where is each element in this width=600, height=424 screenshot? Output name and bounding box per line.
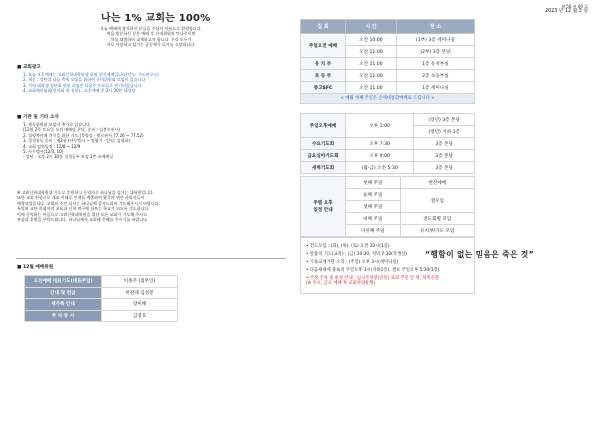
info-line: • 전도모임 : (화), (목), (토) 오전 10시(1층) — [306, 243, 390, 249]
service-name: 초 등 부 — [301, 70, 346, 82]
service-name: 새벽기도회 — [301, 162, 346, 174]
roles-heading: ■ 12월 예배위원 — [17, 264, 53, 270]
prayer-item: 2. 힐링북카페 간식을 위한 기도 (목양실 · 원로권사 77.26 ~ 77.52) — [23, 132, 144, 138]
column-header: 장 소 — [396, 20, 474, 34]
bulletin-left-column — [6, 0, 294, 424]
scripture-quote: “행함이 없는 믿음은 죽은 것” — [425, 250, 535, 259]
news-heading: ■ 교회광고 — [17, 64, 41, 70]
role-value: 장미혜 — [102, 299, 178, 311]
table-row — [301, 138, 475, 150]
prayer-item: 4. 교회 임원일정 : 12/8 ~ 12/9 — [23, 143, 81, 149]
service-place: 2층 초등부실 — [396, 70, 474, 82]
news-list — [23, 72, 278, 94]
service-time: 오후 9:00 — [346, 150, 414, 162]
service-schedule — [300, 0, 475, 424]
prayer-list — [23, 122, 278, 160]
service-place: 3층 본당 — [414, 150, 475, 162]
column-header: 집 회 — [301, 20, 346, 34]
schedule-block-3 — [300, 176, 475, 294]
week-activity: 헌신예배 — [400, 177, 474, 189]
service-time: 오전 11:00 — [346, 82, 397, 94]
table-row — [25, 276, 178, 288]
schedule-block-1 — [300, 19, 475, 104]
table-row — [301, 150, 475, 162]
service-name: 중고SFC — [301, 82, 346, 94]
notice-line: 배출되었습니다. 교회의 주인 되시는 하나님께 감사드리며 기도해주시기 바랍니다. — [17, 200, 160, 206]
schedule-block-2 — [300, 113, 475, 174]
prayer-heading: ■ 기관 및 기타 소식 — [17, 114, 59, 120]
week-label: 셋째 주일 — [346, 201, 401, 213]
publication-info — [545, 4, 588, 15]
service-place: 3층 본당 — [414, 138, 475, 150]
service-name: 주일오전 예배 — [301, 34, 346, 58]
section-divider — [16, 258, 286, 259]
integrated-worship-banner: < 매월 첫째 주일은 온세대통합예배로 드립니다 > — [300, 94, 475, 104]
info-line: • 가톨교제기관 소리 : (주일) 오후 3시(세미나실) — [306, 259, 399, 265]
table-row — [301, 70, 475, 82]
role-label: 오전예배 대표기도(대표주일) — [25, 276, 102, 288]
role-value: 한갈래 김성봉 — [102, 287, 178, 299]
service-name: 수요기도회 — [301, 138, 346, 150]
notice-line: 또한 교회 연합으로 개교 이래로 인재를 배출하여 왔으며 귀한 사역자들이 — [17, 195, 145, 201]
seminary-notice — [17, 190, 287, 222]
prayer-item: (12월 2주 토요일 오전 예배당 본당, 준비 : 김봉숙권사) — [23, 127, 120, 133]
news-item: 1. 오늘 오후예배는 고려신학대학원생 위원 헌신예배입니다(인도: 기도연구소) — [23, 72, 159, 77]
role-value: 김영호 — [102, 310, 178, 322]
intro-line: 서로 사랑하고 섬기는 공동체가 되기를 소망합니다. — [106, 42, 196, 48]
table-row — [301, 114, 475, 126]
role-label: 주 차 봉 사 — [25, 310, 102, 322]
prayer-item: - 장년 : 오후 2시 30분 성경공부 모임 1층 소예배실 — [23, 154, 114, 160]
page-title: 나는 1% 교회는 100% — [101, 13, 211, 24]
service-time: 오전 11:00 — [346, 46, 397, 58]
table-row — [301, 177, 475, 189]
worship-roles-table — [24, 275, 178, 322]
prayer-item: 1. 행사위원회 모임이 추가로 있습니다. — [23, 122, 92, 127]
service-place: (2부) 3층 본당 — [396, 46, 474, 58]
welcome-message — [46, 26, 256, 48]
weekly-info-box — [300, 237, 475, 294]
service-place: (1부) 3층 세미나실 — [396, 34, 474, 46]
publication-date: 2023 년 12 월 3 일 — [545, 9, 588, 15]
info-line: • 말씀의 기도(교육) : (금) 10:30, 저녁 7:30(학생실) — [306, 251, 407, 257]
table-row — [25, 310, 178, 322]
service-time: 오후 7:30 — [346, 138, 414, 150]
weekday-schedule-table — [300, 113, 475, 174]
week-label: 넷째 주일 — [346, 213, 401, 225]
week-label: 둘째 주일 — [346, 189, 401, 201]
service-place: (장년) 3층 본당 — [414, 114, 475, 126]
table-header-row — [301, 20, 475, 34]
service-time: 오후 1:00 — [346, 114, 414, 138]
service-time: 오전 11:00 — [346, 70, 397, 82]
week-label: 다섯째 주일 — [346, 225, 401, 237]
notice-line: 특별히 교단 목회자의 교육과 신학 연구에 힘쓰는 학교가 되도록 기도합니다. — [17, 206, 150, 212]
news-item: 2. 제문 : 성탄절 나눔 축제 모임을 위하여 준비위원회 모임이 있습니다 — [23, 77, 146, 83]
table-row — [301, 58, 475, 70]
role-label: 안내 및 헌금 — [25, 287, 102, 299]
news-item: 3. 저녁 대학생 청년회 연합 모임은 다음주 토요일로 연기되었습니다 — [23, 82, 142, 88]
week-activity: 셀모임 — [400, 189, 474, 213]
column-header: 시 간 — [346, 20, 397, 34]
service-time: 오전 11:00 — [346, 58, 397, 70]
parking-notice-sub: (※ 수요, 금요 예배 후 교회차량운행) — [306, 281, 376, 287]
service-name: 유 치 부 — [301, 58, 346, 70]
role-label: 새가족 안내 — [25, 299, 102, 311]
week-activity: 유치부/기도 모임 — [400, 225, 474, 237]
service-place: 3층 본당 — [414, 162, 475, 174]
service-place: (청년) 지하 1층 — [414, 126, 475, 138]
table-row — [25, 287, 178, 299]
service-name: 금요심야기도회 — [301, 150, 346, 162]
sunday-afternoon-table — [300, 176, 475, 237]
service-name: 주별 오후 일정 안내 — [301, 177, 346, 237]
prayer-item: 3. 성경통독 준비 : 제2권 (사무엘서 ~ 열왕기 · 담임: 김평화) — [23, 138, 130, 144]
table-row — [25, 299, 178, 311]
table-row — [301, 82, 475, 94]
service-time: (월-금) 오전 5:30 — [346, 162, 414, 174]
service-place: 1층 세미나실 — [396, 82, 474, 94]
notice-line: 관심과 후원을 부탁드립니다. 하나님께서 교회에 은혜를 주시기를 바랍니다. — [17, 217, 149, 223]
worship-schedule-table — [300, 19, 475, 94]
notice-line: 이에 동역하는 마음으로 고려신학대학원을 위한 모든 교회가 기도해 주시고 — [17, 211, 147, 217]
volume-number: 제 58 권 49 호 — [561, 4, 588, 9]
service-place: 1층 유치부실 — [396, 58, 474, 70]
service-time: 오전 10:00 — [346, 34, 397, 46]
prayer-item: 5. 사무엘서(12/3, 10) — [23, 149, 64, 155]
info-line: • 다음세대에 중독의 주일오후 3시(지하1층), 셀프 주일오후 5:30(1층) — [306, 267, 440, 273]
intro-line: 처음 방문하신 분은 예배 후 안내위원과 만나주시면 — [106, 31, 196, 37]
week-activity: 전도회별 모임 — [400, 213, 474, 225]
service-name: 주일오후예배 — [301, 114, 346, 138]
notice-line: ※ 고려신학대학원생 기도로 후원하고 동역자로 하나님을 섬기는 대학원입니다. — [17, 190, 155, 195]
table-row — [301, 34, 475, 46]
table-row — [301, 162, 475, 174]
week-label: 첫째 주일 — [346, 177, 401, 189]
intro-line: 오늘 예배에 참석하신 분들을 주님의 이름으로 환영합니다. — [100, 26, 202, 31]
role-value: 이종주 (집무인) — [102, 276, 178, 288]
parking-notice: • 주정 주차 및 운영 안내 : 임시주차장(앞뜰) 교회 건물 앞 뒤, 뒤쪽건물 — [306, 275, 440, 281]
news-item: 4. 교회체육대회(봉사회 및 청년) : 오후예배 후 2시 30분 대강당 — [23, 88, 136, 94]
intro-line: 차를 대접하며 교제하고자 합니다. 우리 모두가 — [110, 36, 192, 42]
